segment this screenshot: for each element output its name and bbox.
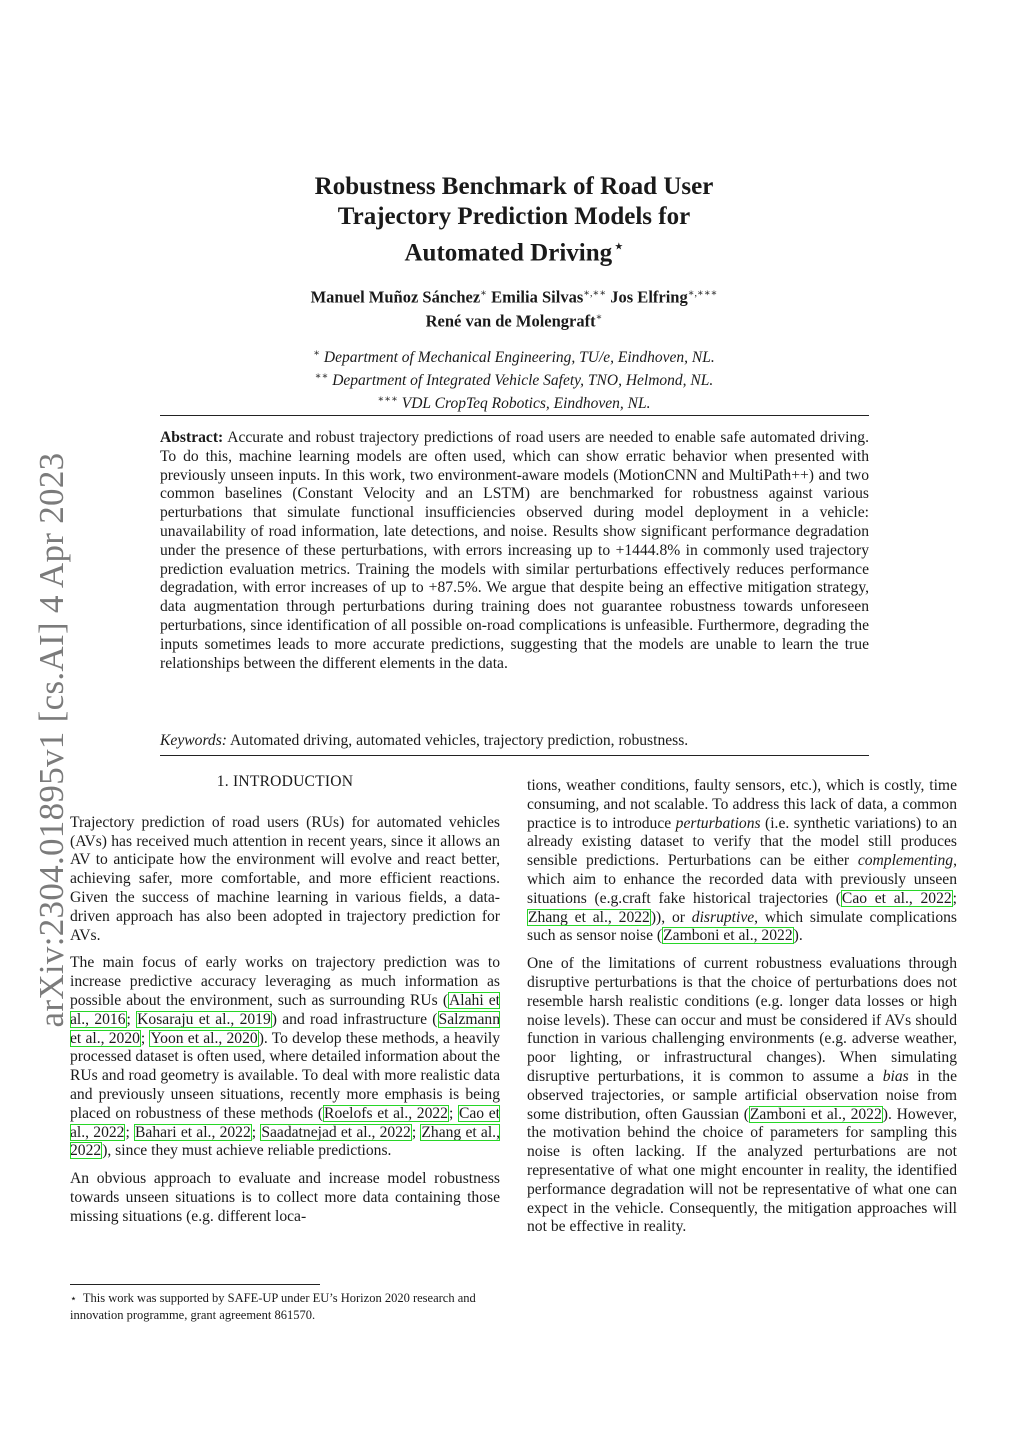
arxiv-identifier: arXiv:2304.01895v1 [cs.AI] 4 Apr 2023	[32, 452, 71, 1028]
author-name: Manuel Muñoz Sánchez	[310, 287, 481, 307]
author-list	[200, 284, 828, 331]
citation-link[interactable]: Zhang et al., 2022	[70, 1123, 500, 1160]
para-text: )), or	[650, 908, 692, 926]
para-text: ). To develop these methods, a heavily processed dataset is often used, where detailed information about the RUs and road geometry is available. To deal with more realistic data and previously unseen situations, recently more emphasis is being placed on robustness of these methods (	[70, 1029, 500, 1122]
title-line-2: Trajectory Prediction Models for	[337, 203, 691, 230]
intro-paragraph-5	[527, 955, 957, 1237]
citation-separator: ;	[125, 1123, 135, 1141]
title-footnote-mark: ⋆	[614, 239, 624, 255]
intro-paragraph-3: An obvious approach to evaluate and increase model robustness towards unseen situations is to collect more data containing those missing situations (e.g. different loca-	[70, 1170, 500, 1225]
citation-separator: ;	[411, 1123, 421, 1141]
intro-paragraph-2	[70, 954, 500, 1161]
para-text: One of the limitations of current robustness evaluations through disruptive perturbations is that the choice of perturbations does not resemble harsh realistic conditions (e.g. longer data losses or high noise levels). These can occur and must be considered if AVs should function in various challenging environments (e.g. adverse weather, poor lighting, or infrastructural changes). When simulating disruptive perturbations, it is common to assume a	[527, 955, 957, 1085]
citation-separator: ;	[448, 1104, 458, 1122]
citation-link[interactable]: Roelofs et al., 2022	[324, 1104, 448, 1122]
keywords-label: Keywords:	[160, 732, 227, 749]
author-affil-mark: ∗,∗∗∗	[687, 288, 718, 299]
author-name: René van de Molengraft	[425, 311, 596, 330]
para-text: ), since they must achieve reliable predictions.	[102, 1142, 392, 1160]
affil-mark: ∗	[313, 348, 321, 359]
citation-link[interactable]: Zamboni et al., 2022	[749, 1105, 882, 1123]
author-name: Emilia Silvas	[491, 287, 584, 307]
para-text: ) and road infrastructure (	[271, 1010, 438, 1028]
author-affil-mark: ∗	[595, 311, 603, 323]
abstract-top-rule	[160, 415, 869, 416]
author-name: Jos Elfring	[610, 287, 688, 307]
section-heading: 1. INTRODUCTION	[216, 773, 354, 790]
citation-link[interactable]: Zhang et al., 2022	[528, 908, 650, 926]
citation-separator: ;	[251, 1123, 261, 1141]
citation-link[interactable]: Alahi et al., 2016	[70, 991, 500, 1028]
abstract-bottom-rule	[160, 755, 869, 756]
footnote	[70, 1290, 510, 1323]
citation-link[interactable]: Yoon et al., 2020	[150, 1029, 258, 1047]
affiliation-list	[200, 344, 828, 413]
para-text: The main focus of early works on trajectory prediction was to increase predictive accuracy leveraging as much information as possible about the environment, such as surrounding RUs (	[70, 954, 500, 1009]
footnote-text: This work was supported by SAFE-UP under EU’s Horizon 2020 research and innovation programme, grant agreement 861570.	[70, 1291, 476, 1322]
para-text: ).	[793, 927, 803, 945]
para-text: ). However, the motivation behind the choice of parameters for sampling this noise is often lacking. If the analyzed perturbations are not representative of what one might encounter in reality, the identified performance degradation will not be representative of what one can expect in the vehicle. Consequently, the mitigation approaches will not be effective in reality.	[527, 1105, 957, 1236]
citation-separator: ;	[126, 1010, 137, 1028]
title-line-3-text: Automated Driving	[404, 239, 613, 267]
author-line-1	[200, 284, 828, 308]
emphasis-term: disruptive	[691, 908, 755, 926]
affil-mark: ∗∗	[314, 371, 329, 383]
citation-link[interactable]: Zamboni et al., 2022	[663, 927, 793, 945]
author-affil-mark: ∗,∗∗	[583, 288, 607, 299]
affiliation-3	[200, 390, 828, 413]
title-line-1: Robustness Benchmark of Road User	[314, 173, 714, 200]
citation-separator: ;	[140, 1029, 150, 1047]
citation-link[interactable]: Cao et al., 2022	[841, 889, 952, 907]
citation-link[interactable]: Bahari et al., 2022	[135, 1123, 251, 1141]
keywords-text: Automated driving, automated vehicles, trajectory prediction, robustness.	[230, 732, 689, 749]
affil-text: Department of Integrated Vehicle Safety, TNO, Helmond, NL.	[332, 372, 714, 390]
affil-text: VDL CropTeq Robotics, Eindhoven, NL.	[401, 395, 651, 413]
para-text: (i.e. synthetic variations) to an already existing dataset to verify that the model still produces sensible predictions. Perturbations can be either	[527, 814, 957, 870]
citation-link[interactable]: Cao et al., 2022	[70, 1104, 500, 1141]
emphasis-term: complementing	[857, 852, 954, 870]
title-line-3	[240, 232, 788, 268]
abstract	[160, 429, 869, 673]
abstract-label: Abstract:	[160, 429, 224, 446]
author-line-2	[200, 308, 828, 332]
right-column	[527, 777, 957, 1246]
affil-text: Department of Mechanical Engineering, TU/e, Eindhoven, NL.	[323, 349, 715, 367]
para-text: tions, weather conditions, faulty sensors, etc.), which is costly, time consuming, and not scalable. To address this lack of data, a common practice is to introduce	[527, 777, 957, 832]
para-text: , which aim to enhance the recorded data with previously unseen situations (e.g.craft fake historical trajectories (	[527, 852, 957, 907]
citation-separator: ;	[952, 889, 958, 907]
citation-link[interactable]: Salzmann et al., 2020	[70, 1010, 501, 1047]
citation-link[interactable]: Kosaraju et al., 2019	[137, 1010, 271, 1028]
footnote-mark: ⋆	[70, 1293, 77, 1305]
footnote-rule	[70, 1284, 320, 1285]
intro-paragraph-4	[527, 777, 957, 946]
emphasis-term: bias	[882, 1067, 909, 1085]
para-text: , which simulate complications such as sensor noise (	[527, 908, 957, 945]
keywords	[160, 731, 869, 750]
left-column	[70, 773, 500, 1236]
affiliation-2	[200, 367, 828, 390]
intro-paragraph-1: Trajectory prediction of road users (RUs) for automated vehicles (AVs) has received much attention in recent years, since it allows an AV to anticipate how the environment will evolve and react better, achieving safer, more comfortable, and more efficient reactions. Given the success of machine learning in various fields, a data-driven approach has also been adopted in trajectory prediction for AVs.	[70, 813, 500, 944]
emphasis-term: perturbations	[675, 814, 761, 832]
affiliation-1	[200, 344, 828, 367]
citation-link[interactable]: Saadatnejad et al., 2022	[261, 1123, 411, 1141]
abstract-text: Accurate and robust trajectory predictions of road users are needed to enable safe automated driving. To do this, machine learning models are often used, which can show erratic behavior when presented with previously unseen inputs. In this work, two environment-aware models (MotionCNN and MultiPath++) and two common baselines (Constant Velocity and an LSTM) are benchmarked for robustness against various perturbations that simulate functional insufficiencies observed during model deployment in a vehicle: unavailability of road information, late detections, and noise. Results show significant performance degradation under the presence of these perturbations, with errors increasing up to +1444.8% in commonly used trajectory prediction evaluation metrics. Training the models with similar perturbations effectively reduces performance degradation, with error increases of up to +87.5%. We argue that despite being an effective mitigation strategy, data augmentation through perturbations during training does not guarantee robustness towards unforeseen perturbations, since identification of all possible on-road complications is unfeasible. Furthermore, degrading the inputs sometimes leads to more accurate predictions, suggesting that the models are unable to learn the true relationships between the different elements in the data.	[160, 429, 869, 672]
paper-title	[240, 172, 788, 268]
author-affil-mark: ∗	[480, 288, 487, 299]
para-text: in the observed trajectories, or sample artificial observation noise from some distribution, often Gaussian (	[527, 1067, 958, 1123]
affil-mark: ∗∗∗	[377, 394, 398, 406]
